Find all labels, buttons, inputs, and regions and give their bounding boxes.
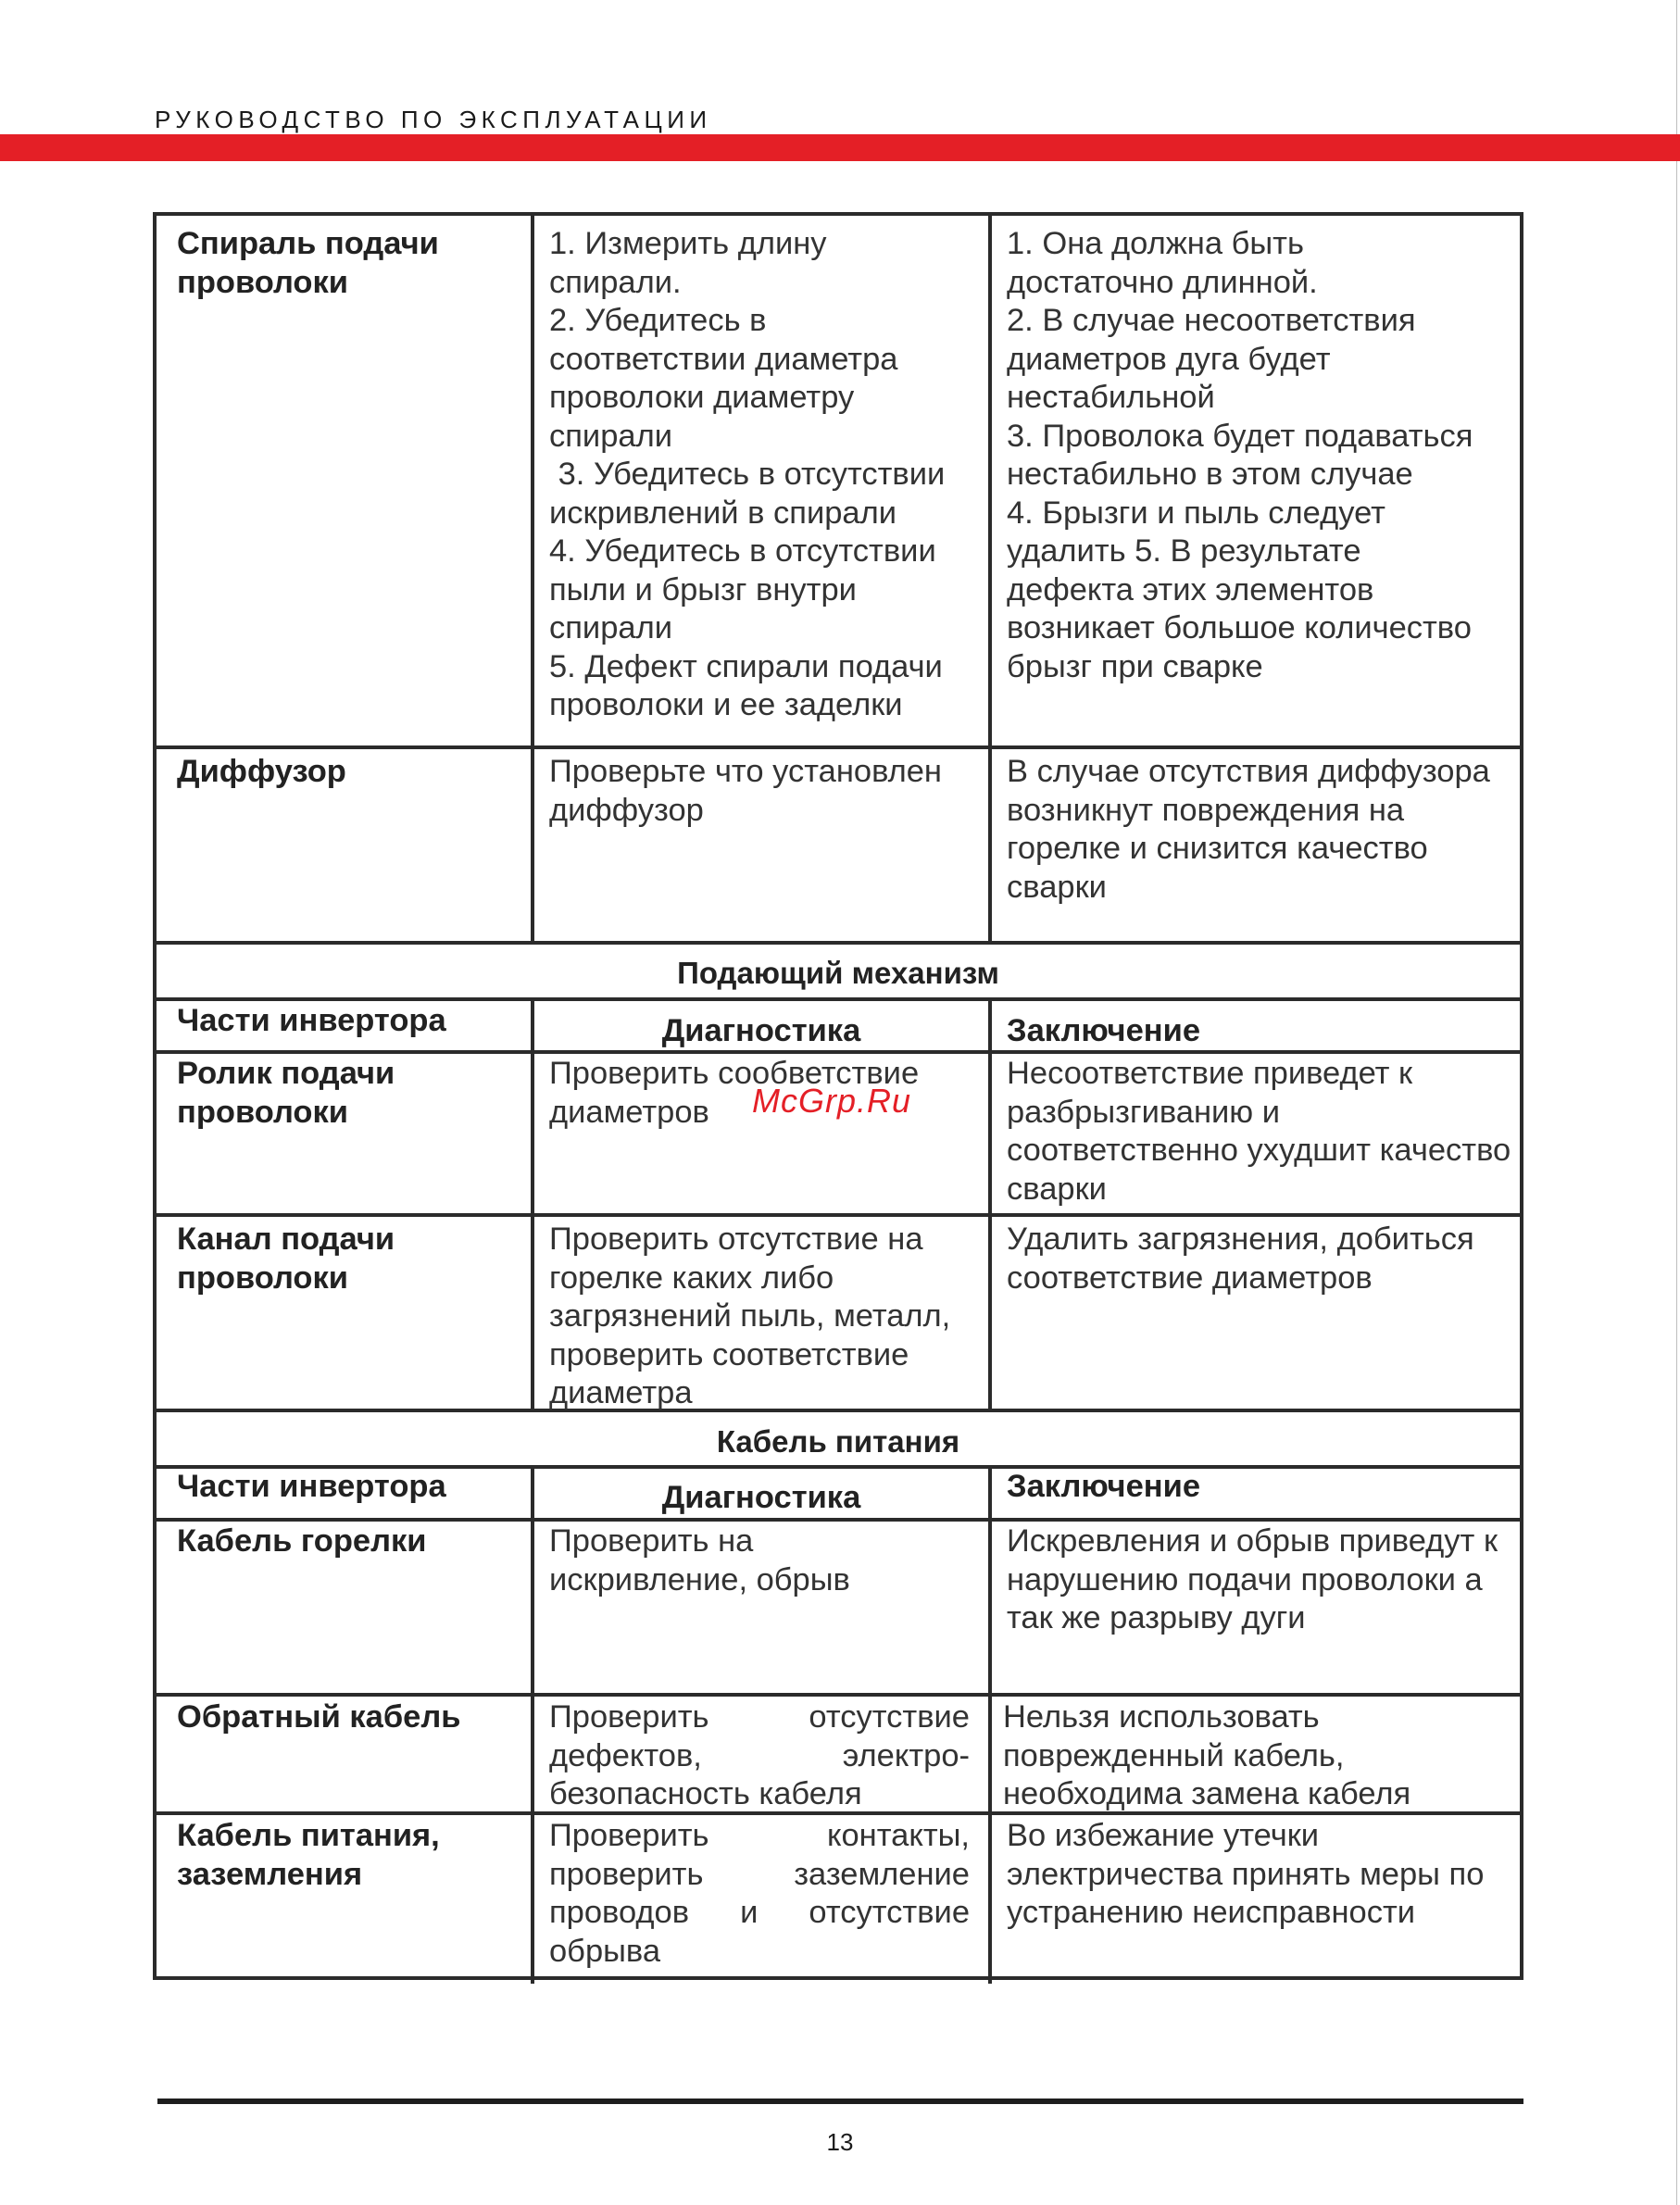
section-title: Кабель питания bbox=[716, 1424, 960, 1459]
diagnostics-line: 5. Дефект спирали подачи bbox=[549, 648, 943, 684]
row-divider bbox=[157, 997, 1520, 1001]
column-divider bbox=[988, 1465, 992, 1984]
column-header-diagnostics: Диагностика bbox=[661, 1480, 861, 1515]
conclusion-cell: Несоответствие приведет к разбрызгиванию и соответственно ухудшит качество сварки bbox=[1007, 1056, 1511, 1207]
row-divider bbox=[157, 1050, 1520, 1054]
conclusion-line: 2. В случае несоответствия bbox=[1007, 303, 1416, 338]
page-edge bbox=[1676, 0, 1677, 2205]
part-cell: Канал подачи проволоки bbox=[177, 1222, 395, 1296]
conclusion-line: достаточно длинной. bbox=[1007, 264, 1318, 300]
diagnostics-cell: Проверить сообветствие диаметров bbox=[549, 1056, 920, 1130]
conclusion-cell: Во избежание утечки электричества принять меры по устранению неисправности bbox=[1007, 1818, 1485, 1930]
diagnostics-cell: Проверьте что установлен диффузор bbox=[549, 754, 942, 828]
diagnostics-line: искривлений в спирали bbox=[549, 495, 897, 531]
diagnostics-line: 4. Убедитесь в отсутствии bbox=[549, 533, 936, 569]
diagnostics-cell: Проверить отсутствие дефектов, электро-безопасность кабеля bbox=[549, 1699, 970, 1811]
conclusion-cell: В случае отсутствия диффузора возникнут повреждения на горелке и снизится качество сварки bbox=[1007, 754, 1490, 905]
conclusion-line: возникает большое количество bbox=[1007, 610, 1472, 645]
conclusion-line: нестабильной bbox=[1007, 380, 1215, 415]
conclusion-cell: Искревления и обрыв приведут к нарушению подачи проволоки а так же разрыву дуги bbox=[1007, 1523, 1498, 1635]
column-header-diagnostics: Диагностика bbox=[661, 1013, 861, 1048]
diagnostics-cell: Проверить отсутствие на горелке каких либо загрязнений пыль, металл, проверить соответствие диаметра bbox=[549, 1222, 951, 1410]
conclusion-line: диаметров дуга будет bbox=[1007, 341, 1331, 377]
column-header-part: Части инвертора bbox=[177, 1003, 446, 1038]
column-divider bbox=[988, 997, 992, 1409]
column-divider bbox=[531, 1465, 534, 1984]
column-header-conclusion: Заключение bbox=[1007, 1469, 1201, 1504]
column-header-part: Части инвертора bbox=[177, 1469, 446, 1504]
diagnostics-line: проволоки диаметру bbox=[549, 380, 855, 415]
diagnostics-line: 1. Измерить длину bbox=[549, 226, 827, 261]
conclusion-line: нестабильно в этом случае bbox=[1007, 457, 1413, 492]
row-divider bbox=[157, 1693, 1520, 1697]
part-cell: Ролик подачи проволоки bbox=[177, 1056, 395, 1130]
part-cell: Спираль подачи проволоки bbox=[177, 226, 439, 300]
part-cell: Кабель питания, заземления bbox=[177, 1818, 440, 1892]
part-cell: Обратный кабель bbox=[177, 1699, 461, 1735]
diagnostics-line: пыли и брызг внутри bbox=[549, 571, 857, 608]
page-number: 13 bbox=[826, 2128, 854, 2156]
watermark: McGrp.Ru bbox=[752, 1082, 912, 1120]
part-cell: Кабель горелки bbox=[177, 1523, 427, 1559]
diagnostics-line: проволоки и ее заделки bbox=[549, 687, 903, 722]
row-divider bbox=[157, 1518, 1520, 1522]
column-divider bbox=[531, 997, 534, 1409]
column-header-conclusion: Заключение bbox=[1007, 1013, 1201, 1048]
diagnostics-line: спирали. bbox=[549, 264, 682, 300]
header-red-band bbox=[0, 134, 1680, 161]
part-cell: Диффузор bbox=[177, 754, 346, 789]
conclusion-cell: Удалить загрязнения, добиться соответствие диаметров bbox=[1007, 1222, 1474, 1296]
diagnostics-cell: Проверить контакты, проверить заземление проводов и отсутствие обрыва bbox=[549, 1818, 970, 1969]
manual-header-title: РУКОВОДСТВО ПО ЭКСПЛУАТАЦИИ bbox=[155, 106, 712, 133]
diagnostics-cell: Проверить на искривление, обрыв bbox=[549, 1523, 850, 1597]
conclusion-line: дефекта этих элементов bbox=[1007, 571, 1374, 608]
conclusion-line: 1. Она должна быть bbox=[1007, 226, 1304, 261]
conclusion-cell bbox=[1007, 225, 1511, 686]
conclusion-cell: Нельзя использовать поврежденный кабель, необходима замена кабеля bbox=[1003, 1699, 1411, 1811]
conclusion-line: 3. Проволока будет подаваться bbox=[1007, 418, 1473, 454]
section-title: Подающий механизм bbox=[677, 956, 999, 990]
conclusion-line: брызг при сварке bbox=[1007, 648, 1263, 684]
diagnostics-line: спирали bbox=[549, 418, 672, 454]
row-divider bbox=[157, 941, 1520, 945]
diagnostics-cell bbox=[549, 225, 973, 725]
row-divider bbox=[157, 745, 1520, 749]
footer-rule bbox=[157, 2099, 1523, 2104]
conclusion-line: удалить 5. В результате bbox=[1007, 533, 1361, 569]
conclusion-line: 4. Брызги и пыль следует bbox=[1007, 495, 1385, 531]
diagnostics-line: 3. Убедитесь в отсутствии bbox=[549, 457, 946, 492]
diagnostics-line: соответствии диаметра bbox=[549, 341, 898, 377]
column-divider bbox=[988, 216, 992, 941]
row-divider bbox=[157, 1213, 1520, 1217]
diagnostics-line: 2. Убедитесь в bbox=[549, 303, 767, 338]
column-divider bbox=[531, 216, 534, 941]
diagnostics-line: спирали bbox=[549, 610, 672, 645]
